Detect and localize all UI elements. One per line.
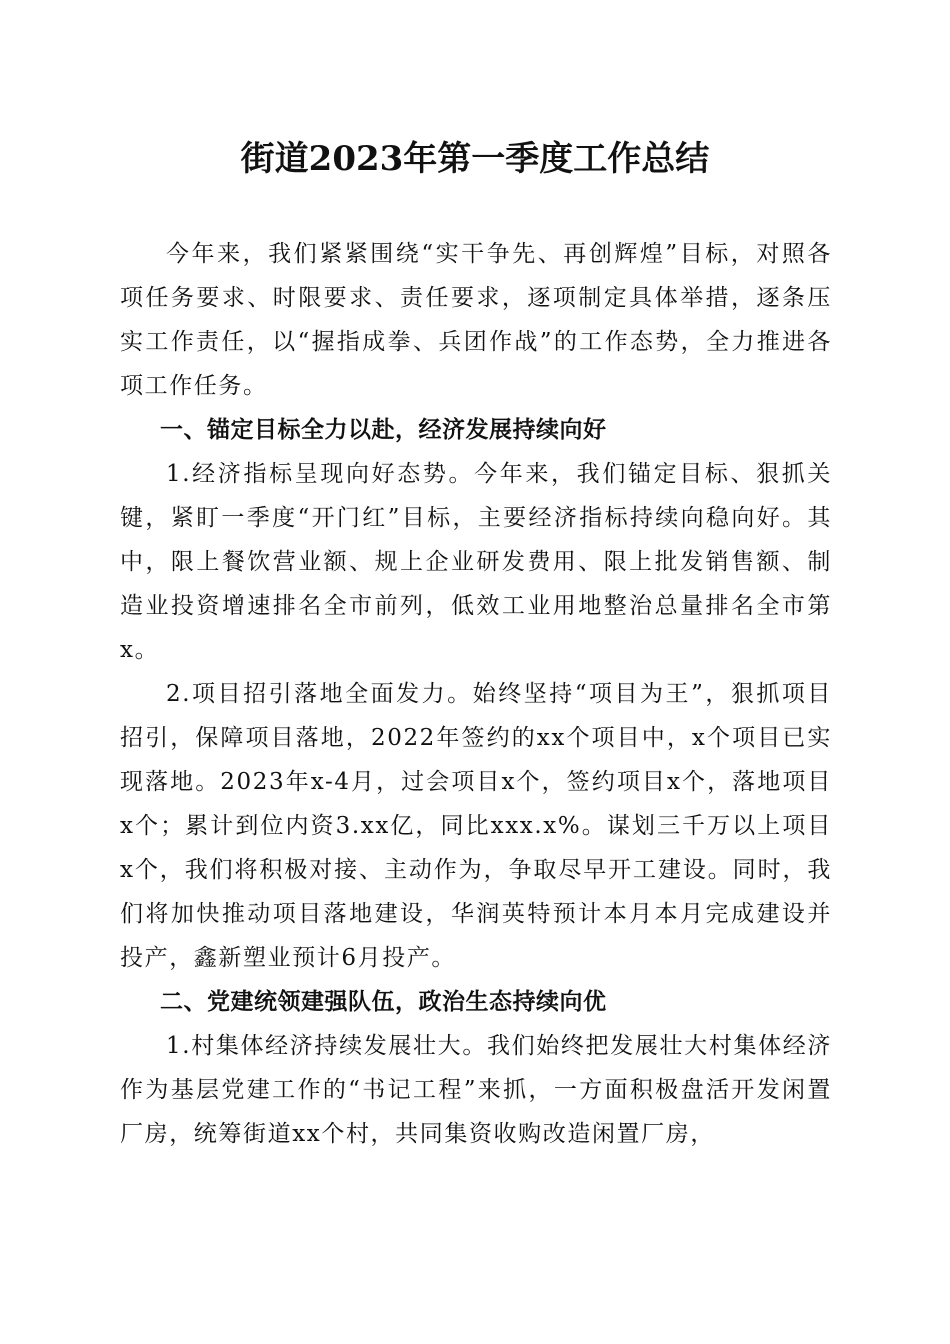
intro-paragraph: 今年来，我们紧紧围绕“实干争先、再创辉煌”目标，对照各项任务要求、时限要求、责任要求，逐项制定具体举措，逐条压实工作责任，以“握指成拳、兵团作战”的工作态势，全力推进各项工作任务。: [120, 241, 832, 399]
section-2-paragraph-1: 1.村集体经济持续发展壮大。我们始终把发展壮大村集体经济作为基层党建工作的“书记工程”来抓，一方面积极盘活开发闲置厂房，统筹街道xx个村，共同集资收购改造闲置厂房，: [120, 1033, 832, 1147]
section-2-heading: 二、党建统领建强队伍，政治生态持续向优: [160, 989, 607, 1015]
section-1-paragraph-1: 1.经济指标呈现向好态势。今年来，我们锚定目标、狠抓关键，紧盯一季度“开门红”目标，主要经济指标持续向稳向好。其中，限上餐饮营业额、规上企业研发费用、限上批发销售额、制造业投资增速排名全市前列，低效工业用地整治总量排名全市第x。: [120, 461, 832, 663]
section-1-paragraph-2: 2.项目招引落地全面发力。始终坚持“项目为王”，狠抓项目招引，保障项目落地，2022年签约的xx个项目中，x个项目已实现落地。2023年x-4月，过会项目x个，签约项目x个，落地项目x个；累计到位内资3.xx亿，同比xxx.x%。谋划三千万以上项目x个，我们将积极对接、主动作为，争取尽早开工建设。同时，我们将加快推动项目落地建设，华润英特预计本月本月完成建设并投产，鑫新塑业预计6月投产。: [120, 681, 832, 971]
document-body: [120, 232, 832, 1156]
document-title: 街道2023年第一季度工作总结: [240, 139, 710, 179]
section-1-heading: 一、锚定目标全力以赴，经济发展持续向好: [160, 417, 607, 443]
